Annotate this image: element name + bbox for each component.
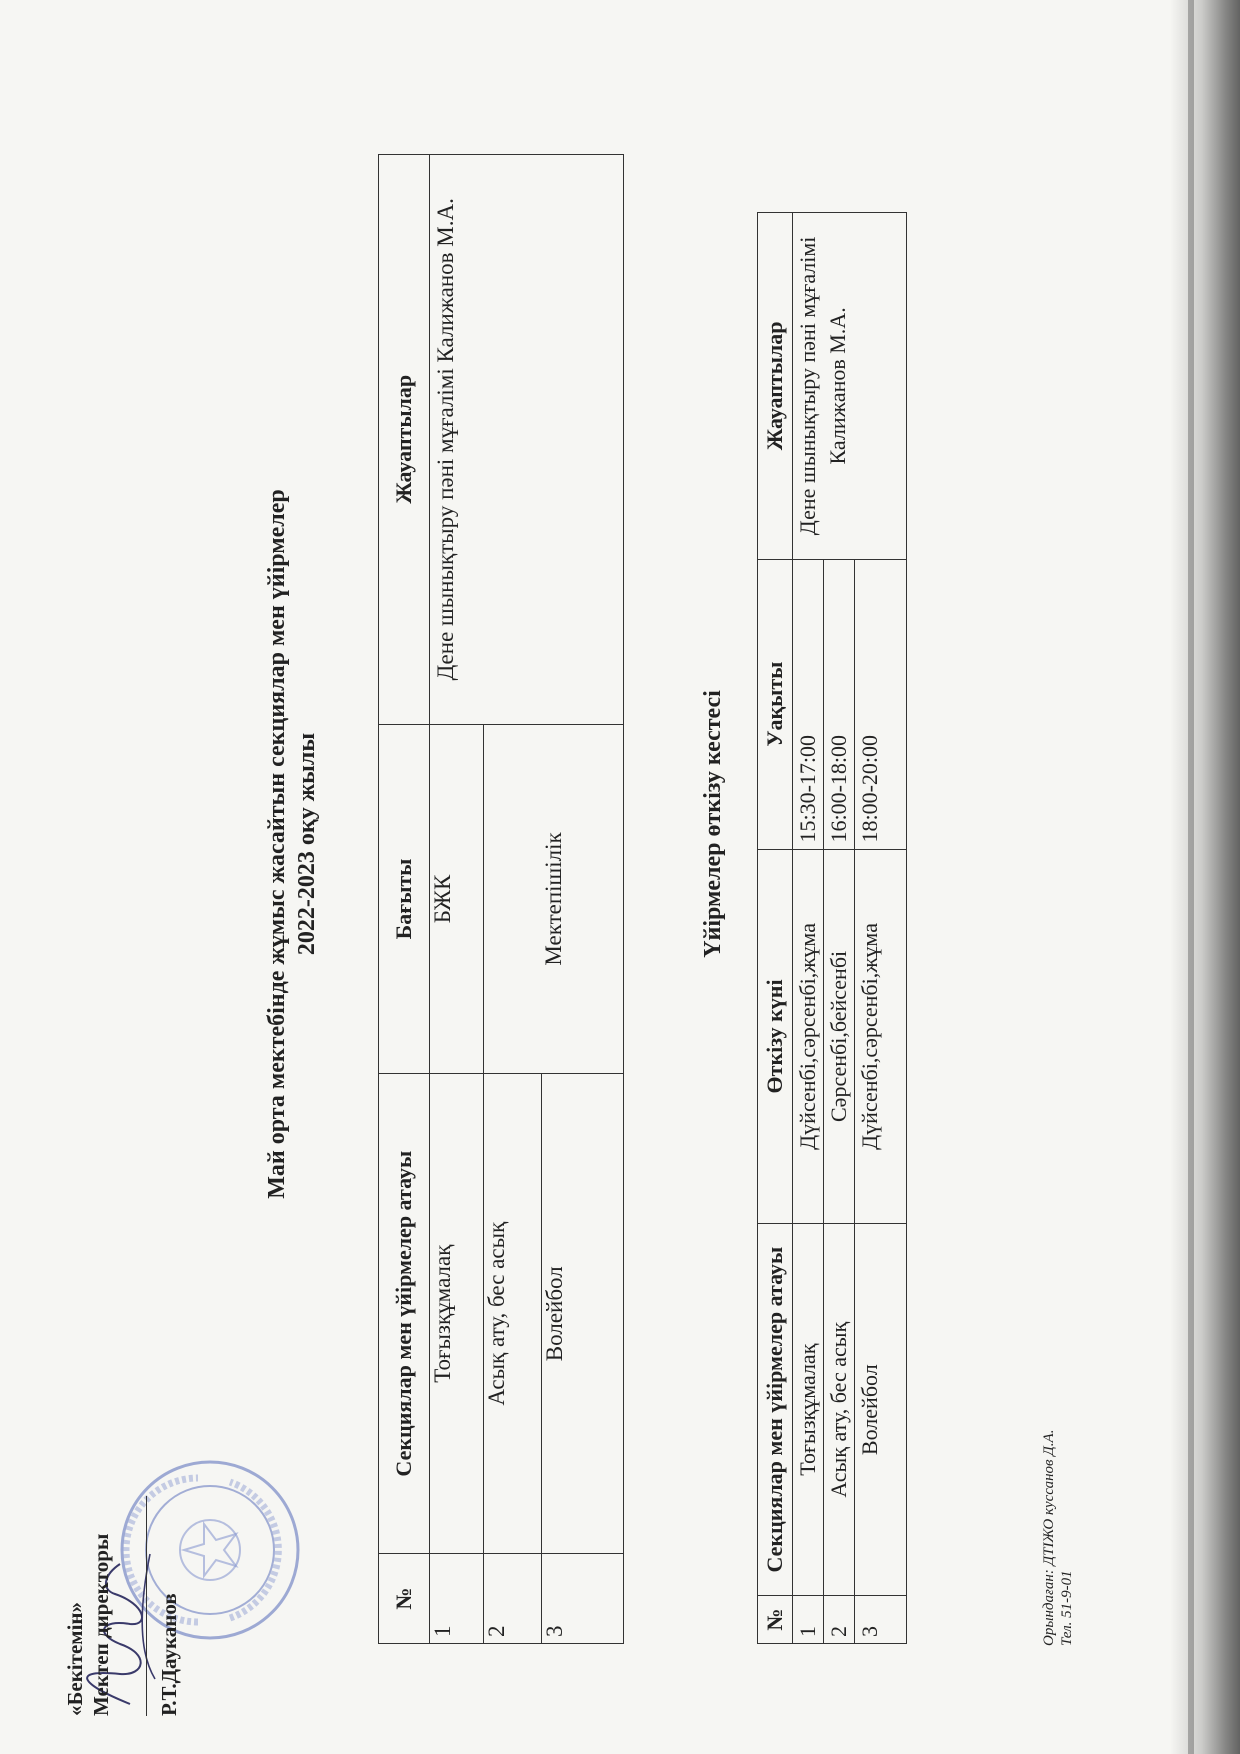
page-subtitle: 2022-2023 оқу жылы [294,732,320,956]
row-time: 18:00-20:00 [855,559,907,849]
footer-note [1040,1430,1076,1646]
table-row [430,155,484,1644]
approval-position: Мектеп директоры [89,1533,113,1716]
page-title: Май орта мектебінде жұмыс жасайтын секциялар мен үйірмелер [264,489,290,1199]
header-direction: Бағыты [379,724,430,1074]
header-time: Уақыты [758,559,793,849]
approval-block [62,1496,181,1716]
row-number: 2 [824,1596,855,1644]
row-day: Дүйсенбі,сәрсенбі,жұма [855,849,907,1224]
row-number: 1 [430,1554,484,1644]
row-day: Сәрсенбі,бейсенбі [824,849,855,1224]
table-header-row [758,213,793,1644]
row-direction: БЖК [430,724,484,1074]
approval-label: «Бекітемін» [63,1601,87,1716]
director-name: Р.Т.Дауканов [157,1593,181,1716]
table-row [793,213,824,1644]
row-time: 15:30-17:00 [793,559,824,849]
executor-text: Орындаған: ДТІЖО куссанов Д.А. [1041,1429,1057,1646]
row-number: 1 [793,1596,824,1644]
header-number: № [758,1596,793,1644]
header-responsible: Жауаптылар [379,155,430,725]
row-name: Волейбол [542,1074,624,1554]
row-day: Дүйсенбі,сәрсенбі,жұма [793,849,824,1224]
sections-table [378,154,624,1644]
row-name: Тоғызқұмалақ [793,1224,824,1596]
row-number: 3 [542,1554,624,1644]
phone-text: Тел. 51-9-01 [1059,1570,1075,1646]
row-responsible: Дене шынықтыру пәні мұғалімі Калижанов М.А. [430,155,624,725]
merged-direction: Мектепішілік [484,724,624,1074]
header-name: Секциялар мен үйірмелер атауы [379,1074,430,1554]
row-responsible: Дене шынықтыру пәні мұғалімі Калижанов М.А. [793,213,907,560]
header-name: Секциялар мен үйірмелер атауы [758,1224,793,1596]
row-name: Волейбол [855,1224,907,1596]
header-responsible: Жауаптылар [758,213,793,560]
row-number: 3 [855,1596,907,1644]
schedule-table [757,212,907,1644]
table-header-row [379,155,430,1644]
header-day: Өткізу күні [758,849,793,1224]
row-number: 2 [484,1554,542,1644]
signature-line [146,1496,147,1716]
row-time: 16:00-18:00 [824,559,855,849]
row-name: Асық ату, бес асық [484,1074,542,1554]
schedule-caption: Үйірмелер өткізу кестесі [700,690,726,958]
row-name: Тоғызқұмалақ [430,1074,484,1554]
row-name: Асық ату, бес асық [824,1224,855,1596]
header-number: № [379,1554,430,1644]
